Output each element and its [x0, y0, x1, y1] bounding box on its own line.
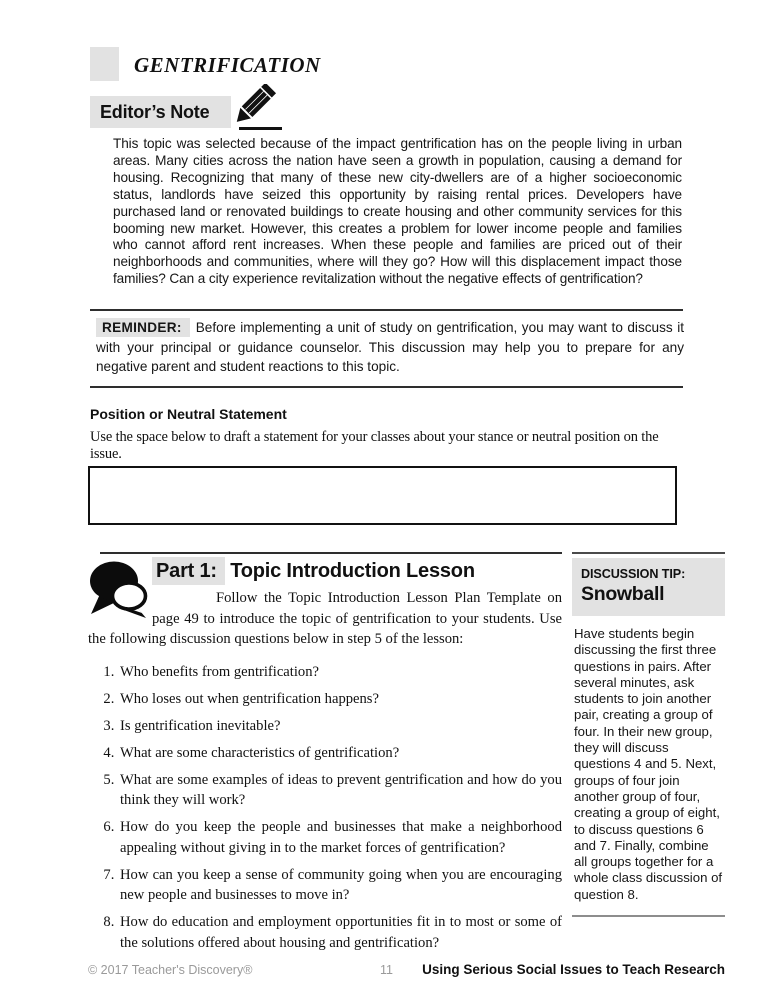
reminder-top-rule: [90, 309, 683, 311]
discussion-tip-body: Have students begin discussing the first three questions in pairs. After several minutes, ask students to join another pair, creating a group of four. In their new group, they will discuss questions 4 and 5. Next, groups of four join another group of four, creating a group of eight, to discuss questions 6 and 7. Finally, combine all groups together for a whole class discussion of question 8.: [574, 626, 723, 902]
question-item: 7. How can you keep a sense of community going when you are encouraging new people and businesses to move in?: [118, 865, 562, 906]
question-item: 6. How do you keep the people and businesses that make a neighborhood appealing without giving in to the market forces of gentrification?: [118, 817, 562, 858]
chapter-title: GENTRIFICATION: [134, 53, 321, 77]
discussion-questions-list: [88, 662, 562, 954]
reminder-bottom-rule: [90, 386, 683, 388]
question-item: 4. What are some characteristics of gentrification?: [118, 743, 562, 764]
editors-note-heading-box: [90, 96, 231, 128]
speech-bubbles-icon: [88, 558, 150, 622]
question-item: 8. How do education and employment opportunities fit in to most or some of the solutions offered about housing and gentrification?: [118, 912, 562, 953]
footer-copyright: © 2017 Teacher's Discovery®: [88, 963, 253, 977]
part1-label: Part 1:: [152, 557, 225, 585]
position-statement-heading: Position or Neutral Statement: [90, 406, 287, 422]
question-item: 3. Is gentrification inevitable?: [118, 716, 562, 737]
editors-note-heading: Editor’s Note: [100, 101, 210, 122]
discussion-tip-header: [572, 558, 725, 616]
question-item: 5. What are some examples of ideas to prevent gentrification and how do you think they will work?: [118, 770, 562, 811]
sidebar-top-rule: [572, 552, 725, 554]
footer-book-title: Using Serious Social Issues to Teach Research: [422, 962, 725, 977]
editors-note-body: This topic was selected because of the impact gentrification has on the people living in urban areas. Many cities across the nation have seen a growth in population, causing a demand for housing. Recognizing that many of these new city-dwellers are of a higher socioeconomic status, landlords have seized this opportunity by raising rental prices. Developers have purchased land or renovated buildings to create housing and other community services for this booming new market. However, this creates a problem for lower income people and families who cannot afford rent increases. When these people and families are priced out of their neighborhoods and communities, where will they go? How will this displacement impact those families? Can a city experience revitalization without the negative effects of gentrification?: [113, 136, 682, 287]
question-item: 1. Who benefits from gentrification?: [118, 662, 562, 683]
chapter-title-row: [90, 47, 321, 81]
pencil-underline: [239, 127, 282, 130]
part1-section: [88, 552, 562, 960]
discussion-tip-sidebar: [572, 552, 725, 917]
part1-intro: Follow the Topic Introduction Lesson Plan Template on page 49 to introduce the topic of gentrification to your students. Use the following discussion questions below in step 5 of the lesson:: [88, 590, 562, 647]
discussion-tip-title: Snowball: [581, 583, 665, 605]
footer-page-number: 11: [380, 963, 393, 977]
reminder-label: REMINDER:: [96, 318, 190, 337]
reminder-paragraph: [96, 318, 684, 377]
reminder-body: Before implementing a unit of study on gentrification, you may want to discuss it with your principal or guidance counselor. This discussion may help you to prepare for any negative parent and student reactions to this topic.: [96, 320, 684, 374]
part1-heading: [88, 560, 562, 583]
part1-title: Topic Introduction Lesson: [230, 560, 475, 582]
question-item: 2. Who loses out when gentrification happens?: [118, 689, 562, 710]
statement-writing-box: [88, 466, 677, 525]
sidebar-bottom-rule: [572, 915, 725, 917]
position-statement-instruction: Use the space below to draft a statement for your classes about your stance or neutral position on the issue.: [90, 429, 659, 462]
chapter-marker-square: [90, 47, 119, 81]
discussion-tip-label: DISCUSSION TIP:: [581, 567, 686, 581]
part1-top-rule: [100, 552, 562, 554]
